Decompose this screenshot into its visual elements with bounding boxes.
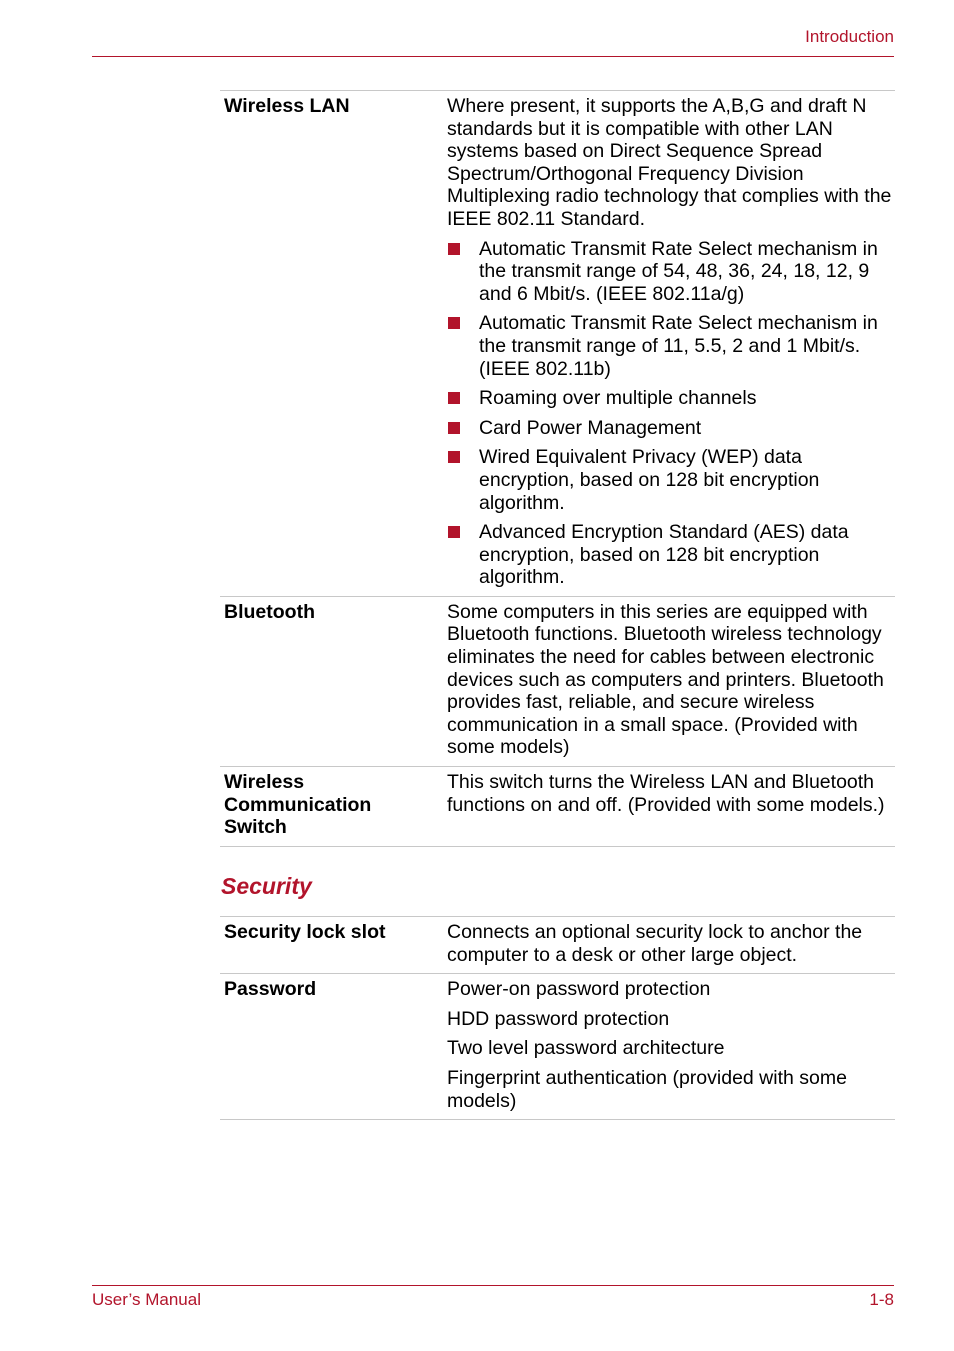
spec-description [447,921,895,966]
bullet-item: Wired Equivalent Privacy (WEP) data encryption, based on 128 bit encryption algorithm. [447,446,895,514]
spec-row-wireless-switch [220,766,895,847]
spec-label: Bluetooth [224,600,315,623]
spec-description [447,978,895,1112]
spec-description [447,95,895,589]
spec-table-security [220,916,895,1120]
square-bullet-icon [448,243,460,255]
square-bullet-icon [448,392,460,404]
footer-manual-title: User’s Manual [92,1290,201,1309]
spec-text: Where present, it supports the A,B,G and draft N standards but it is compatible with other LAN systems based on Direct Sequence Spread Spectrum/Orthogonal Frequency Division Multiplexing radio technology that complies with the IEEE 802.11 Standard. [447,95,892,230]
square-bullet-icon [448,422,460,434]
spec-text: This switch turns the Wireless LAN and Bluetooth functions on and off. (Provided with some models.) [447,771,885,816]
footer-rule [92,1285,894,1286]
header-title: Introduction [805,27,894,46]
spec-label: Security lock slot [224,921,386,943]
page-number: 1-8 [869,1290,894,1309]
section-heading-security: Security [221,873,312,899]
spec-label: Wireless LAN [224,95,350,117]
spec-label: Wireless Communication Switch [224,771,372,839]
spec-row-bluetooth [220,596,895,766]
spec-description [447,771,895,839]
spec-line: HDD password protection [447,1007,670,1030]
spec-description [447,601,895,759]
spec-text: Some computers in this series are equipped with Bluetooth functions. Bluetooth wireless technology eliminates the need for cables between electronic devices such as computers and printers. Bluetooth provides fast, reliable, and secure wireless communication in a small space. (Provided with some models) [447,600,884,759]
spec-row-password [220,973,895,1120]
spec-row-security-lock-slot [220,916,895,973]
bullet-item: Automatic Transmit Rate Select mechanism in the transmit range of 54, 48, 36, 24, 18, 12, 9 and 6 Mbit/s. (IEEE 802.11a/g) [447,238,895,306]
bullet-item: Roaming over multiple channels [447,387,895,410]
spec-line: Power-on password protection [447,978,711,1001]
bullet-item: Advanced Encryption Standard (AES) data encryption, based on 128 bit encryption algorithm. [447,521,895,589]
bullet-item: Automatic Transmit Rate Select mechanism in the transmit range of 11, 5.5, 2 and 1 Mbit/s. (IEEE 802.11b) [447,312,895,380]
spec-line: Two level password architecture [447,1037,725,1060]
bullet-list [447,238,895,589]
spec-text: Connects an optional security lock to anchor the computer to a desk or other large object. [447,921,863,966]
bullet-item: Card Power Management [447,417,895,440]
spec-table-connectivity [220,90,895,847]
spec-label: Password [224,978,317,1001]
header-rule [92,56,894,57]
square-bullet-icon [448,317,460,329]
spec-row-wireless-lan [220,90,895,596]
square-bullet-icon [448,451,460,463]
spec-line: Fingerprint authentication (provided with some models) [447,1066,847,1112]
square-bullet-icon [448,526,460,538]
